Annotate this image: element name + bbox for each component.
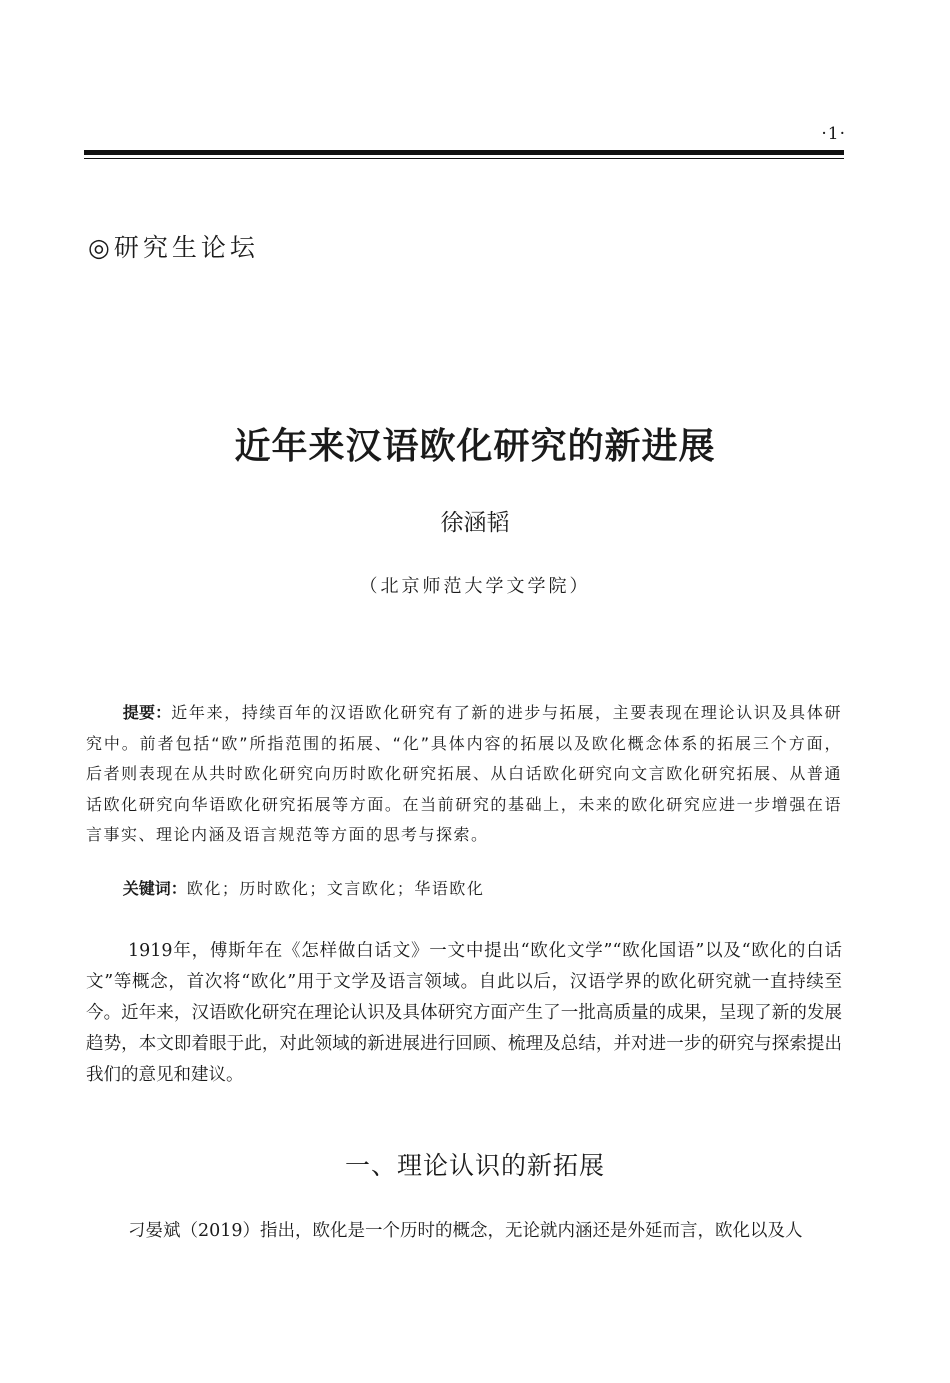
intro-paragraph: 1919年，傅斯年在《怎样做白话文》一文中提出“欧化文学”“欧化国语”以及“欧化的白话文”等概念，首次将“欧化”用于文学及语言领域。自此以后，汉语学界的欧化研究就一直持续至今。近年来，汉语欧化研究在理论认识及具体研究方面产生了一批高质量的成果，呈现了新的发展趋势，本文即着眼于此，对此领域的新进展进行回顾、梳理及总结，并对进一步的研究与探索提出我们的意见和建议。 xyxy=(86,941,842,1085)
column-label: ◎研究生论坛 xyxy=(88,233,259,262)
article-title: 近年来汉语欧化研究的新进展 xyxy=(234,425,716,467)
page-number: ·1· xyxy=(821,124,846,144)
header-rule-thin xyxy=(84,158,844,159)
keywords xyxy=(86,876,842,899)
author-name: 徐涵韬 xyxy=(440,510,510,536)
keywords-label: 关键词： xyxy=(122,879,187,898)
section-heading: 一、理论认识的新拓展 xyxy=(344,1151,605,1180)
abstract xyxy=(86,698,842,851)
abstract-label: 提要： xyxy=(122,703,172,722)
keywords-text: 欧化；历时欧化；文言欧化；华语欧化 xyxy=(186,879,485,898)
author-affiliation: （北京师范大学文学院） xyxy=(359,576,591,597)
section-first-paragraph: 刁晏斌（2019）指出，欧化是一个历时的概念，无论就内涵还是外延而言，欧化以及人 xyxy=(128,1221,803,1241)
header-rule-thick xyxy=(84,150,844,155)
abstract-text: 近年来，持续百年的汉语欧化研究有了新的进步与拓展，主要表现在理论认识及具体研究中。前者包括“欧”所指范围的拓展、“化”具体内容的拓展以及欧化概念体系的拓展三个方面，后者则表现在从共时欧化研究向历时欧化研究拓展、从白话欧化研究向文言欧化研究拓展、从普通话欧化研究向华语欧化研究拓展等方面。在当前研究的基础上，未来的欧化研究应进一步增强在语言事实、理论内涵及语言规范等方面的思考与探索。 xyxy=(86,703,842,844)
